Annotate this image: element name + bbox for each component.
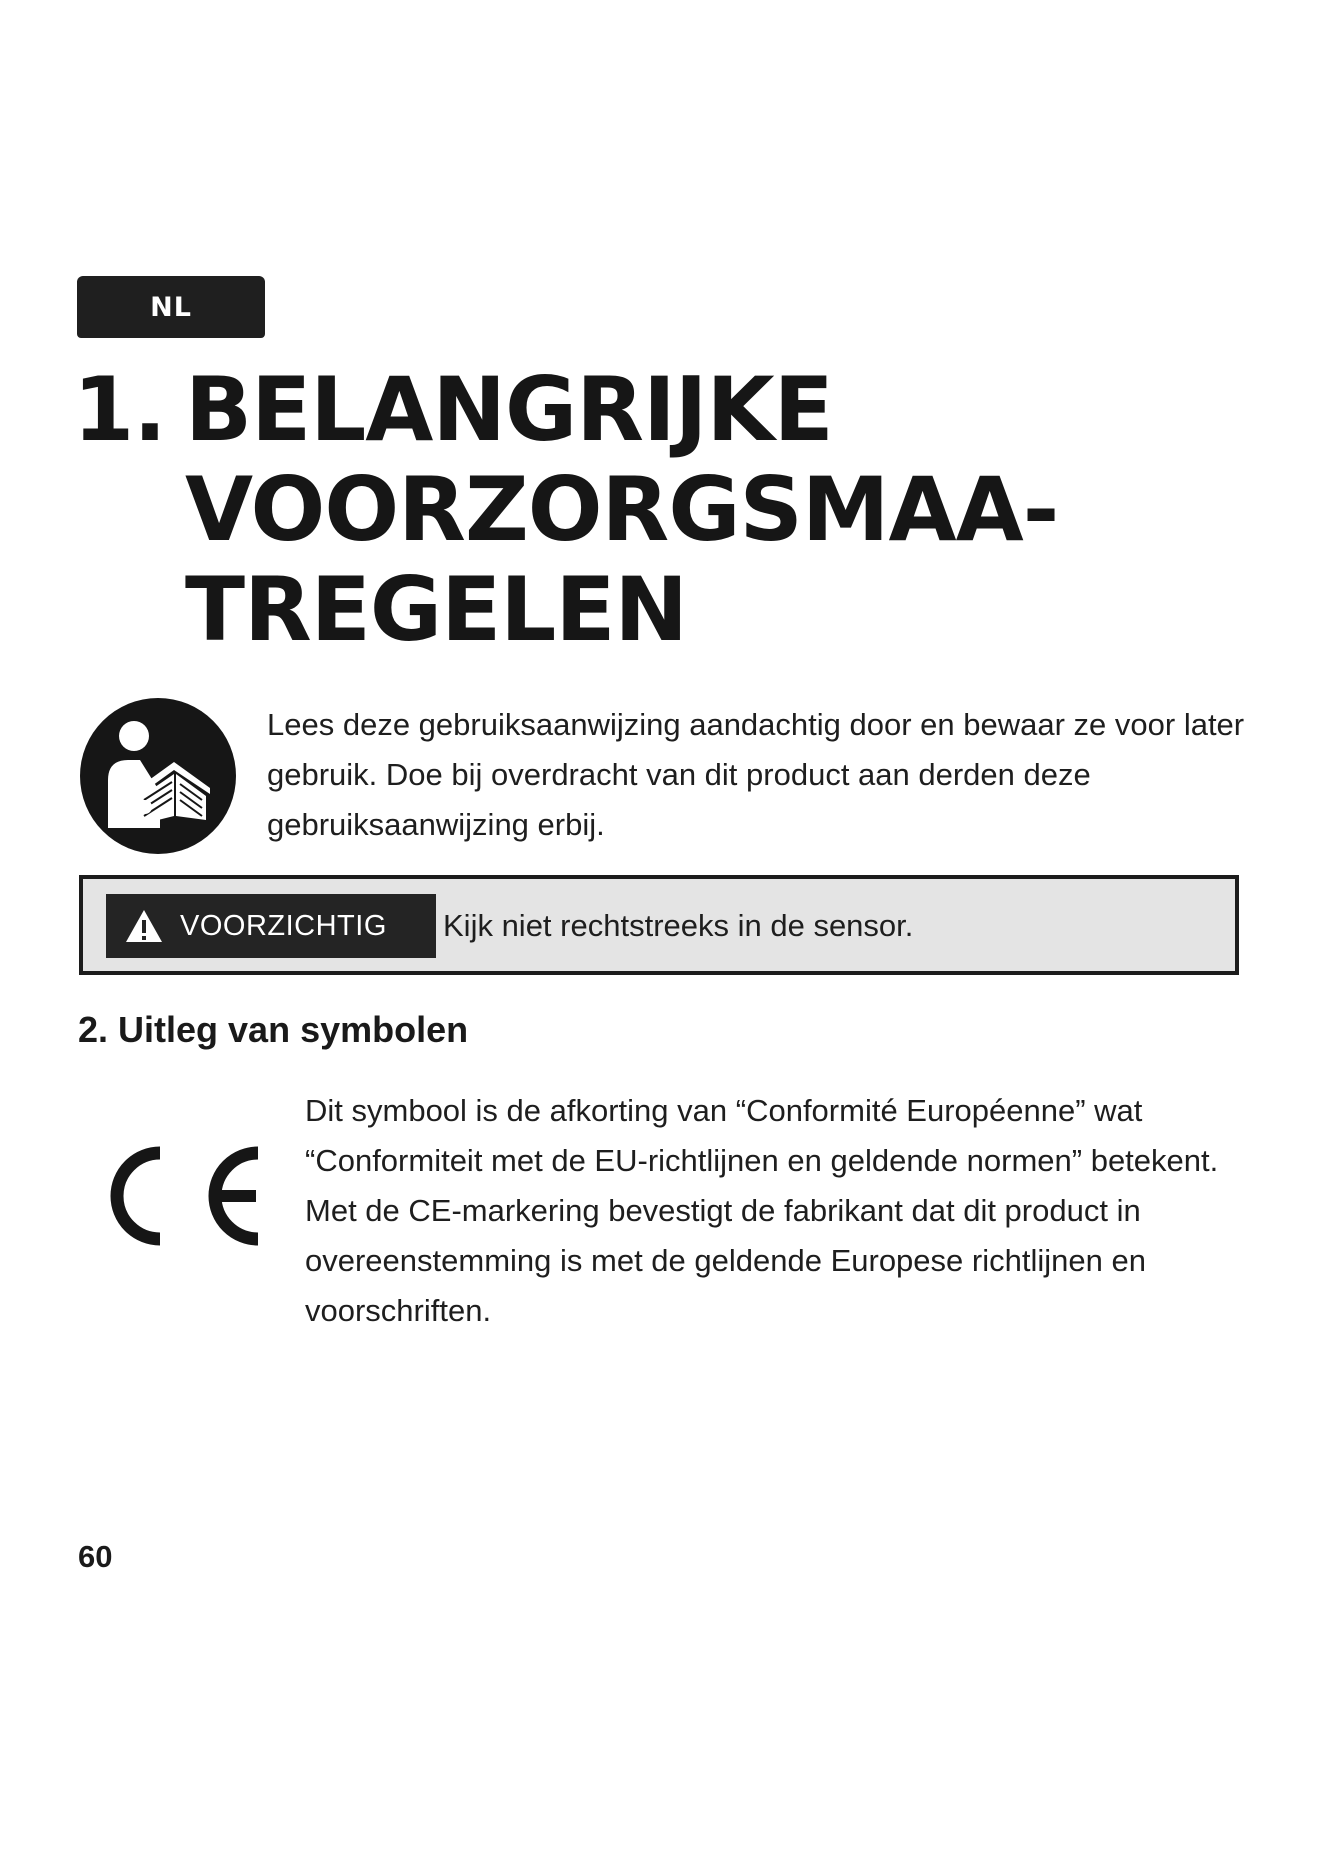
intro-text: Lees deze gebruiksaanwijzing aandachtig door en bewaar ze voor later gebruik. Doe bij overdracht van dit product aan derden deze gebruiksaanwijzing erbij.: [267, 707, 1245, 842]
title-line-1: [73, 360, 1273, 460]
read-manual-icon: [78, 696, 238, 856]
warning-triangle-icon: [124, 908, 164, 944]
section-title: 2. Uitleg van symbolen: [78, 1009, 469, 1050]
title-line-2: VOORZORGSMAA-: [185, 458, 1059, 561]
warning-label-text: VOORZICHTIG: [180, 909, 387, 942]
title-text-1: BELANGRIJKE: [185, 358, 833, 461]
warning-label: [106, 894, 436, 958]
page-number: 60: [78, 1539, 113, 1574]
title-line-3: TREGELEN: [185, 558, 688, 661]
warning-text: Kijk niet rechtstreeks in de sensor.: [443, 908, 914, 943]
language-tab: [77, 276, 265, 338]
page-title: [73, 360, 1273, 660]
warning-box: [79, 875, 1239, 975]
ce-description: Dit symbool is de afkorting van “Conformité Européenne” wat “Conformiteit met de EU-richtlijnen en geldende normen” betekent. Met de CE-markering bevestigt de fabrikant dat dit product in overeenstemming is met de geldende Europese richtlijnen en voorschriften.: [305, 1093, 1219, 1328]
ce-mark-icon: [98, 1145, 266, 1247]
language-tab-label: NL: [150, 291, 192, 323]
title-number: 1.: [73, 358, 166, 461]
